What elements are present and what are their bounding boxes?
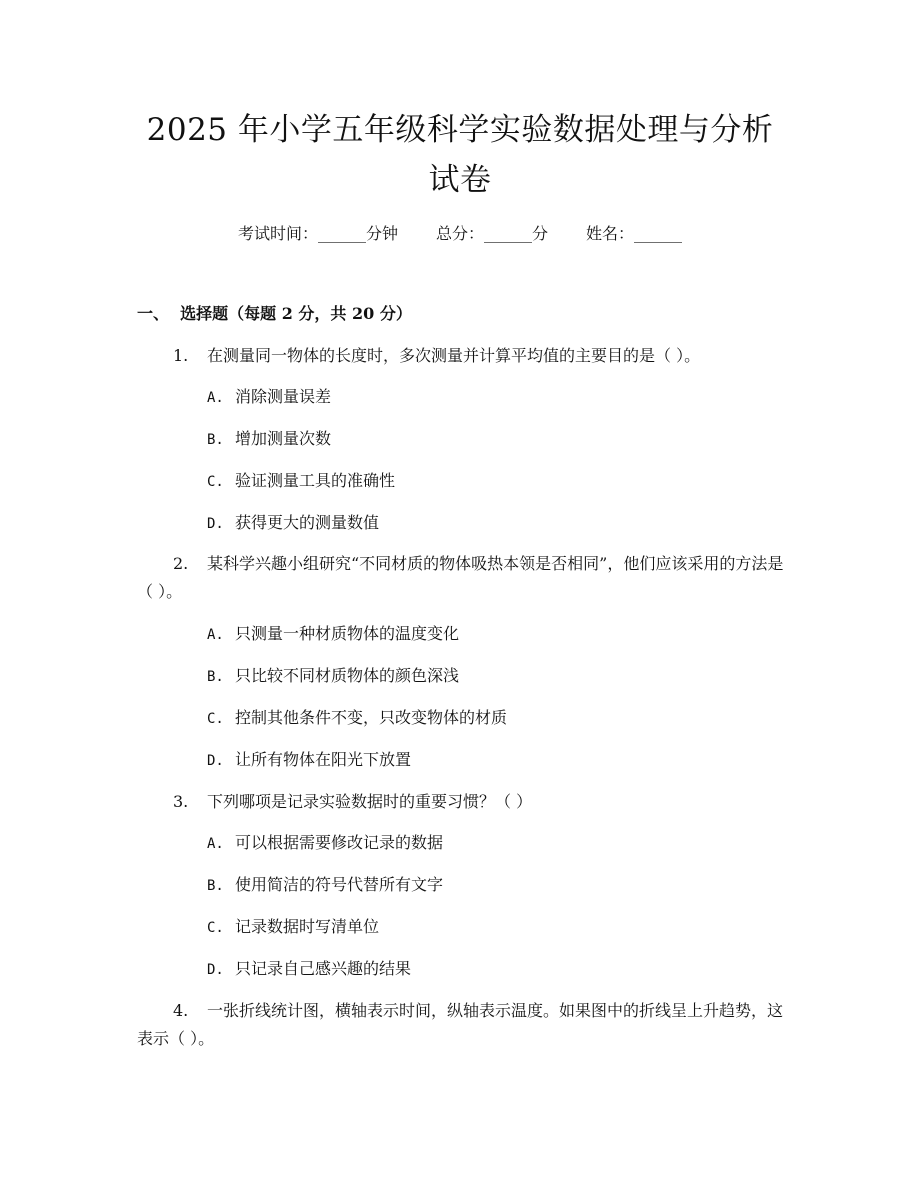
question-1-option-a xyxy=(207,385,331,410)
question-2-option-b xyxy=(207,664,459,689)
option-text: 使用简洁的符号代替所有文字 xyxy=(235,875,444,894)
question-text: 在测量同一物体的长度时，多次测量并计算平均值的主要目的是（ ）。 xyxy=(207,346,701,365)
option-letter: C. xyxy=(207,474,224,490)
option-letter: A. xyxy=(207,390,224,406)
exam-time-field: 考试时间：______分钟 xyxy=(237,224,398,243)
question-3-option-b xyxy=(207,873,443,898)
exam-title-line-2: 试卷 xyxy=(428,162,492,198)
question-2 xyxy=(137,550,787,606)
exam-title-line-1: 2025 年小学五年级科学实验数据处理与分析 xyxy=(146,112,774,148)
option-text: 增加测量次数 xyxy=(235,429,332,448)
option-text: 让所有物体在阳光下放置 xyxy=(235,750,412,769)
option-text: 记录数据时写清单位 xyxy=(235,917,380,936)
section-heading-choice: 一、 选择题（每题 2 分，共 20 分） xyxy=(137,304,412,323)
question-2-option-c xyxy=(207,706,507,731)
option-text: 只记录自己感兴趣的结果 xyxy=(235,959,412,978)
option-text: 控制其他条件不变，只改变物体的材质 xyxy=(235,708,508,727)
question-3 xyxy=(137,788,787,816)
question-3-option-a xyxy=(207,831,443,856)
option-letter: D. xyxy=(207,962,224,978)
option-letter: D. xyxy=(207,753,224,769)
question-text: 某科学兴趣小组研究“不同材质的物体吸热本领是否相同”，他们应该采用的方法是（ ）。 xyxy=(137,554,784,601)
question-1 xyxy=(137,342,787,370)
question-number: 1. xyxy=(173,346,189,365)
option-letter: A. xyxy=(207,627,224,643)
option-letter: B. xyxy=(207,432,224,448)
question-3-option-d xyxy=(207,957,411,982)
option-text: 只测量一种材质物体的温度变化 xyxy=(235,624,460,643)
option-letter: C. xyxy=(207,711,224,727)
total-score-field: 总分：______分 xyxy=(435,224,548,243)
question-2-option-a xyxy=(207,622,459,647)
question-2-option-d xyxy=(207,748,411,773)
question-number: 2. xyxy=(173,554,189,573)
question-text: 下列哪项是记录实验数据时的重要习惯？（ ） xyxy=(207,792,533,811)
option-letter: B. xyxy=(207,669,224,685)
question-1-option-b xyxy=(207,427,331,452)
question-number: 4. xyxy=(173,1001,189,1020)
option-text: 消除测量误差 xyxy=(235,387,332,406)
option-text: 可以根据需要修改记录的数据 xyxy=(235,833,444,852)
question-4 xyxy=(137,997,787,1053)
question-text: 一张折线统计图，横轴表示时间，纵轴表示温度。如果图中的折线呈上升趋势，这表示（ ）。 xyxy=(137,1001,784,1048)
option-letter: A. xyxy=(207,836,224,852)
option-text: 只比较不同材质物体的颜色深浅 xyxy=(235,666,460,685)
exam-info-line xyxy=(0,222,920,246)
option-text: 获得更大的测量数值 xyxy=(235,513,380,532)
student-name-field: 姓名：______ xyxy=(586,224,683,243)
question-1-option-c xyxy=(207,469,395,494)
option-letter: B. xyxy=(207,878,224,894)
option-text: 验证测量工具的准确性 xyxy=(235,471,396,490)
option-letter: C. xyxy=(207,920,224,936)
option-letter: D. xyxy=(207,516,224,532)
question-3-option-c xyxy=(207,915,379,940)
question-1-option-d xyxy=(207,511,379,536)
question-number: 3. xyxy=(173,792,189,811)
